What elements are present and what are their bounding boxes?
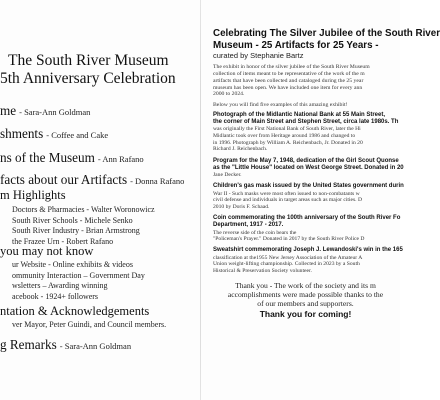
closing-remarks-presenter: - Sara-Ann Goldman (59, 341, 132, 351)
exhibit-title-line2: Museum - 25 Artifacts for 25 Years - (213, 39, 379, 51)
event-title-line2: 5th Anniversary Celebration (0, 70, 176, 87)
intro-line: museum has been open. We have included one item for every ann (213, 84, 363, 91)
artifact-description-line: Jane Decker. (213, 172, 242, 179)
artifact-description-line: 2010 by Doris F. Schaad. (213, 203, 270, 210)
artifact-description-line: classification at the1955 New Jersey Association of the Amateur A (213, 254, 363, 261)
event-title-line1: The South River Museum (8, 52, 169, 69)
list-item: Doctors & Pharmacies - Walter Woronowicz (12, 205, 155, 214)
list-item: ommunity Interaction – Government Day (12, 270, 145, 280)
thanks-line: of our members and supporters. (257, 299, 354, 309)
intro-line: artifacts that have been collected and cataloged during the 25 year (213, 77, 364, 84)
program-item-presenter: - Donna Rafano (130, 176, 185, 186)
artifact-item (213, 157, 404, 179)
artifact-description-line: Historical & Preservation Society volunteer. (213, 268, 312, 275)
list-item: the Frazee Urn - Robert Rafano (12, 236, 114, 246)
artifact-heading (213, 112, 398, 126)
artifact-heading (213, 157, 404, 172)
artifact-item (213, 112, 398, 153)
artifact-heading-line: Program for the May 7, 1948, dedication of the Girl Scout Quonse (213, 157, 399, 164)
artifact-description-line: Union weight-lifting championship. Collected in 2023 by a South (213, 261, 360, 268)
thanks-line: accomplishments were made possible thanks to the (227, 289, 384, 299)
artifact-heading (213, 247, 403, 254)
artifact-heading-line: as the "Little House" located on West George Street. Donated in 20 (213, 164, 404, 171)
closing-remarks-label: g Remarks (0, 337, 57, 352)
exhibit-title-line1: Celebrating The Silver Jubilee of the South River (213, 28, 440, 39)
artifact-heading-line: Department, 1917 - 2017. (213, 222, 284, 229)
artifact-description (213, 172, 398, 179)
artifact-item (213, 215, 401, 243)
artifact-description-line: "Policeman's Prayer." Donated in 2017 by the South River Police D (213, 236, 365, 243)
examples-intro: Below you will find five examples of this amazing exhibit! (213, 101, 348, 108)
artifact-description-line: The reverse side of the coin bears the (213, 229, 297, 236)
artifact-item (213, 247, 403, 275)
program-item-label: shments (0, 126, 44, 141)
artifact-heading (213, 215, 401, 229)
artifact-description-line: Midlantic took over from Heritage around 1986 and changed to (213, 133, 356, 140)
program-item (0, 151, 144, 166)
artifact-heading (213, 183, 404, 190)
artifact-heading-line: Sweatshirt commemorating Joseph J. Lewandoski's win in the 165 (213, 247, 403, 254)
artifact-description-line: War II - Such masks were most often issued to non-combatants w (213, 190, 360, 197)
may-not-know-heading: you may not know (0, 244, 94, 258)
list-item: acebook - 1924+ followers (12, 291, 99, 301)
list-item: ur Website - Online exhibits & videos (12, 260, 133, 269)
artifact-description (213, 255, 398, 275)
may-not-know-list (12, 260, 145, 302)
list-item: South River Industry - Brian Armstrong (12, 226, 140, 236)
presentation-heading: ntation & Acknowledgements (0, 304, 150, 318)
program-item (0, 173, 184, 188)
closing-remarks (0, 338, 131, 353)
artifact-item (213, 183, 404, 210)
right-panel (213, 28, 440, 398)
program-item-label: facts about our Artifacts (0, 172, 128, 187)
artifact-heading-line: Children's gas mask issued by the United States government durin (213, 183, 404, 190)
curator-credit: curated by Stephanie Bartz (213, 51, 304, 61)
artifact-description-line: in 1996. Photograph by William A. Reichenbach, Jr. Donated in 20 (213, 139, 363, 146)
list-item: South River Schools - Michele Senko (12, 215, 133, 225)
program-item-presenter: - Sara-Ann Goldman (19, 107, 91, 117)
thanks-message (213, 281, 398, 309)
intro-line: collection of items meant to be representative of the work of the m (213, 70, 365, 77)
artifact-description-line: civil defense and individuals in target areas such as major cities. D (213, 197, 363, 204)
program-item-presenter: - Coffee and Cake (46, 130, 109, 140)
program-item-presenter: - Ann Rafano (97, 154, 144, 164)
program-item-label: me (0, 103, 17, 118)
closing-thanks: Thank you for coming! (259, 309, 352, 320)
highlights-heading: m Highlights (0, 188, 66, 202)
intro-line: The exhibit in honor of the silver jubilee of the South River Museum (213, 64, 370, 71)
program-item (0, 104, 90, 119)
artifact-heading-line: Coin commemorating the 100th anniversary of the South River Fo (213, 215, 401, 222)
list-item: wsletters – Awarding winning (12, 281, 108, 291)
program-item (0, 127, 108, 142)
artifact-description (213, 230, 398, 243)
artifact-description (213, 191, 398, 211)
highlights-list (12, 205, 155, 247)
intro-line: 2000 to 2024. (213, 91, 245, 98)
thanks-line: Thank you - The work of the society and its m (235, 280, 376, 290)
artifact-description-line: was originally the First National Bank of South River, later the Hi (213, 126, 361, 133)
artifact-description (213, 126, 398, 153)
artifact-description-line: Richard J. Reichenbach. (213, 146, 268, 153)
exhibit-intro (213, 64, 398, 98)
program-item-label: ns of the Museum (0, 150, 95, 165)
artifact-heading-line: the corner of Main Street and Stephen Street, circa late 1980s. Th (213, 119, 399, 126)
left-panel (0, 48, 198, 398)
presentation-body: ver Mayor, Peter Guindi, and Council members. (12, 320, 167, 329)
artifact-heading-line: Photograph of the Midlantic National Bank at 55 Main Street, (213, 111, 386, 118)
